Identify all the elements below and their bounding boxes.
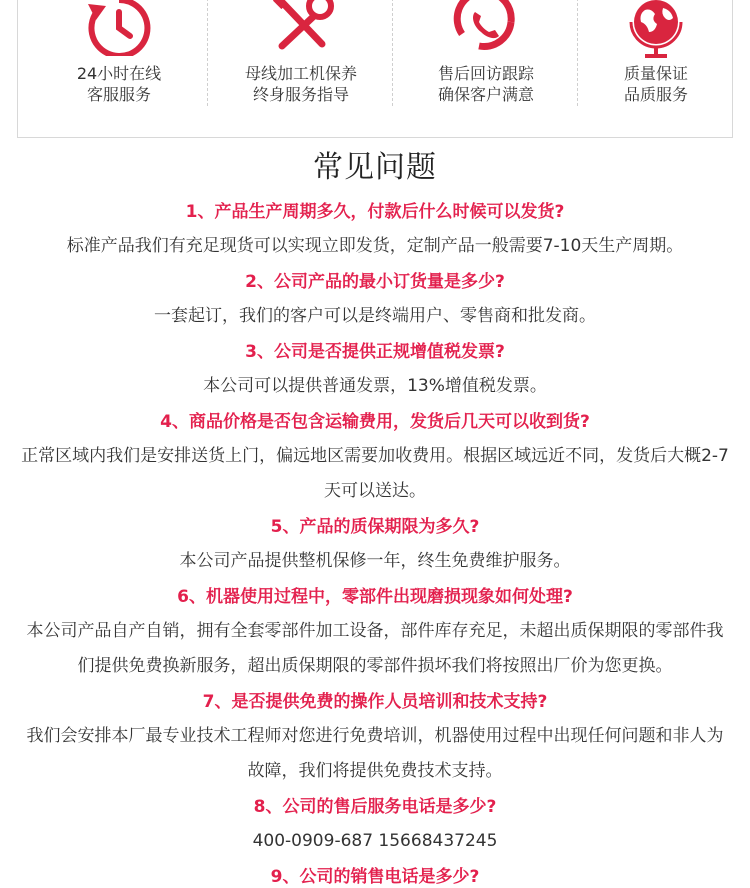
service-line1: 售后回访跟踪	[437, 64, 534, 83]
tools-icon	[266, 0, 336, 60]
faq-answer: 本公司可以提供普通发票，13%增值税发票。	[203, 376, 547, 396]
faq-answer: 我们会安排本厂最专业技术工程师对您进行免费培训，机器使用过程中出现任何问题和非人为故障，我们将提供免费技术支持。	[26, 726, 724, 781]
service-24h	[26, 0, 212, 118]
faq-question: 3、公司是否提供正规增值税发票?	[245, 342, 505, 362]
service-followup	[393, 0, 579, 118]
faq-question: 7、是否提供免费的操作人员培训和技术支持?	[202, 692, 548, 712]
globe-icon	[621, 0, 691, 64]
faq-answer: 本公司产品自产自销，拥有全套零部件加工设备，部件库存充足，未超出质保期限的零部件我们提供免费换新服务，超出质保期限的零部件损坏我们将按照出厂价为您更换。	[26, 621, 724, 676]
faq-answer: 一套起订，我们的客户可以是终端用户、零售商和批发商。	[154, 306, 596, 326]
faq-question: 6、机器使用过程中，零部件出现磨损现象如何处理?	[177, 587, 573, 607]
phone-icon	[451, 0, 521, 60]
service-line2: 客服服务	[86, 85, 151, 104]
faq-question: 1、产品生产周期多久，付款后什么时候可以发货?	[185, 202, 565, 222]
service-line2: 确保客户满意	[437, 85, 534, 104]
faq-answer: 400-0909-687 15668437245	[252, 831, 498, 851]
service-line2: 终身服务指导	[252, 85, 349, 104]
faq-answer: 本公司产品提供整机保修一年，终生免费维护服务。	[179, 551, 571, 571]
service-quality	[563, 0, 749, 118]
service-line1: 母线加工机保养	[244, 64, 357, 83]
clock-icon	[84, 0, 154, 60]
faq-answer: 标准产品我们有充足现货可以实现立即发货，定制产品一般需要7-10天生产周期。	[66, 236, 684, 256]
faq-title: 常见问题	[313, 150, 437, 185]
service-line1: 质量保证	[623, 64, 688, 83]
service-panel	[17, 0, 733, 138]
faq-question: 8、公司的售后服务电话是多少?	[253, 797, 497, 817]
service-line2: 品质服务	[623, 85, 688, 104]
faq-question: 4、商品价格是否包含运输费用，发货后几天可以收到货?	[160, 412, 590, 432]
service-line1: 24小时在线	[76, 64, 162, 83]
faq-question: 5、产品的质保期限为多久?	[270, 517, 480, 537]
service-maintenance	[208, 0, 394, 118]
faq-answer: 正常区域内我们是安排送货上门，偏远地区需要加收费用。根据区域远近不同，发货后大概2-7天可以送达。	[21, 446, 729, 501]
faq-question: 9、公司的销售电话是多少?	[270, 867, 480, 887]
faq-question: 2、公司产品的最小订货量是多少?	[245, 272, 505, 292]
